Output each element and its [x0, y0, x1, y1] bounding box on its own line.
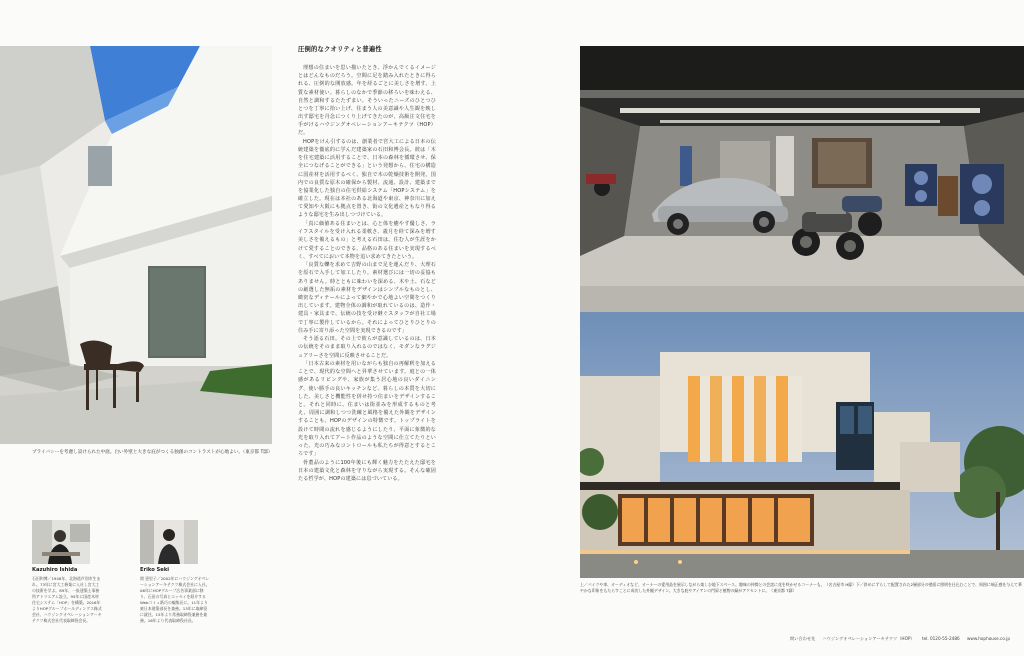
profile-ishida	[32, 520, 102, 624]
courtyard-caption: プライバシーを考慮し設けられた中庭。白い外壁と大きな庇がつくる独創のコントラストが心地よい。（東京都 T邸）	[32, 450, 273, 455]
photo-caption-right: 上／バイクや車、オーディオなど、オーナーの愛用品を展示しながら楽しむ地下スペース。趣味の仲間との会話に花を咲かせるコーナーも。（名古屋市 H邸）下／斜めにずらして配置された2層部分の壁面に照明を仕込むことで、周囲に端正感を与えて華やかな印象をもたらすことに成功した外観デザイン。大きな庇やアイアンの門扉と植物の緑がアクセントに。（東京都 T邸）	[580, 582, 1022, 594]
article-paragraph: 理想の住まいを思い描いたとき、浮かんでくるイメージとはどんなものだろう。空間に足を踏み入れたときに得られる、圧倒的な開放感。年を経るごとに美しさを増す、上質な素材使い。暮らしのなかで季節の移ろいを味わえる、自然と調和するたたずまい。そういったニーズのひとつひとつを丁寧に拾い上げ、住まう人の美意識や人生観を映し出す邸宅を丹念につくり上げてきたのが、高級注文住宅を手がけるハウジングオペレーションアーキテクツ（HOP）だ。	[298, 65, 436, 137]
courtyard-photo	[0, 46, 272, 444]
footer-url[interactable]: www.hophouse.co.jp	[967, 636, 1010, 641]
portrait-seki	[140, 520, 198, 564]
portrait-ishida	[32, 520, 90, 564]
garage-photo	[580, 46, 1024, 312]
article-paragraph: HOPをけん引するのは、創業者で宮大工による日本の伝統建築を徹底的に学んだ建築家の石田和博会長。彼は「木を住宅建築に活用することで、日本の森林を循環させ、保全につなげることができる」という発想から、住宅の構造に国産材を活用するべく、独自で木の乾燥技術を開発。国内での良質な原木の確保から製材、流通、設計、建築までを協業化した独自の住宅供給システム「HOPシステム」を確立した。現在は本社のある北海道や東京、神奈川に加えて愛知や大阪にも拠点を置き、街の文化遺産ともなり得るような邸宅を生み出しつづけている。	[298, 138, 436, 219]
article-heading: 圧倒的なクオリティと普遍性	[298, 46, 382, 53]
footer-company: ハウジングオペレーションアーキテクツ（HOP）	[822, 636, 915, 641]
facade-photo	[580, 312, 1024, 578]
article-paragraph: 「真に価値ある住まいとは、心と体を癒やす優しさ、ライフスタイルを受け入れる柔軟さ、歳月を経て深みを増す美しさを備えるもの」と考える石田は、住む人が生涯をかけて愛することのできる、品格のある住まいを実現するべく、すべてにおいて本物を追い求めてきたという。	[298, 221, 436, 260]
footer-tel: tel. 0120-55-2486	[921, 636, 960, 641]
profile-bio: 関 恵里子／2002年にハウジングオペレーションアーキテクツ株式会社に入社。06年にHOPグループ広告事業部に移り、石田の写真とエッセイを紹介するWebコミュ紙巧の編集長に。11年より東日本建築部長を兼務。13年に取締役に就任。15年より常務取締役兼務を兼務。16年より代表取締役社長。	[140, 576, 210, 624]
article-paragraph: 「良質な轢を求めて吉野の山まで足を運んだり、大理石を原石で入手して加工したり。素材選びには一切の妥協もありません。時とともに味わいを深める、木や土、石などの厳選した無垢の素材をデザインはシンプルなものとし、緻密なディテールによって細やかで心地よい空間をつくり出しています。建物全体の調和が取れているのは、造作・建具・家具まで、伝統の技を受け継ぐスタッフが自社工場で丁寧に製作しているから。それによってひとりひとりの住み手に寄り添った空間を実現できるのです」	[298, 262, 436, 334]
profile-seki	[140, 520, 210, 624]
article-column	[298, 44, 436, 484]
profile-name: Kazuhiro Ishida	[32, 567, 78, 573]
profile-name: Eriko Seki	[140, 567, 170, 573]
footer-label: 問い合わせ先	[790, 636, 816, 641]
article-paragraph: 「日本古来の素材を用いながらも独自の再解釈を加えることで、現代的な空間へと昇華させています。庭との一体感があるリビングや、家族が集う居心地の良いダイニング、使い勝手の良いキッチンなど、暮らしの本質を大切にした、美しさと機能性を併せ持つ住まいをデザインすること。それと同時に、住まいは街並みを形成するものと考え、周囲に調和しつつ洗練と風格を備えた外観をデザインすることも、HOPのデザインの特徴です。トップライトを設けて時間の流れを感じるようにしたり、平面に象徴的な光を取り入れてアート作品のような空間に仕立てたりといった、光の巧みなコントロールも私たちが得意とするところです」	[298, 361, 436, 458]
contact-footer	[784, 636, 1010, 642]
profile-bio: 石田和博／1948年、北海道芦別市生まれ。73年に宮大工修業に入社し宮大工の技術を学ぶ。89年、一級建築士事務所アトリエアム設立。95年に国産木材住宅システム「HOP」を構築。2016年よりHOPグループホールディングス株式会社、ハウジングオペレーションアーキテクツ株式会社代表取締役会長。	[32, 576, 102, 624]
article-paragraph: 骨董品のように100年後にも輝く魅力をたたえた邸宅を日本の建築文化と森林を守りながら実現する。そんな確固たる哲学が、HOPの建築には息づいている。	[298, 459, 436, 482]
article-paragraph: そう語る石田。その上で彼らが意識しているのは、日本の伝統をそのまま取り入れるのではなく、モダンなラグジュアリーさを空間に反映させることだ。	[298, 336, 436, 359]
